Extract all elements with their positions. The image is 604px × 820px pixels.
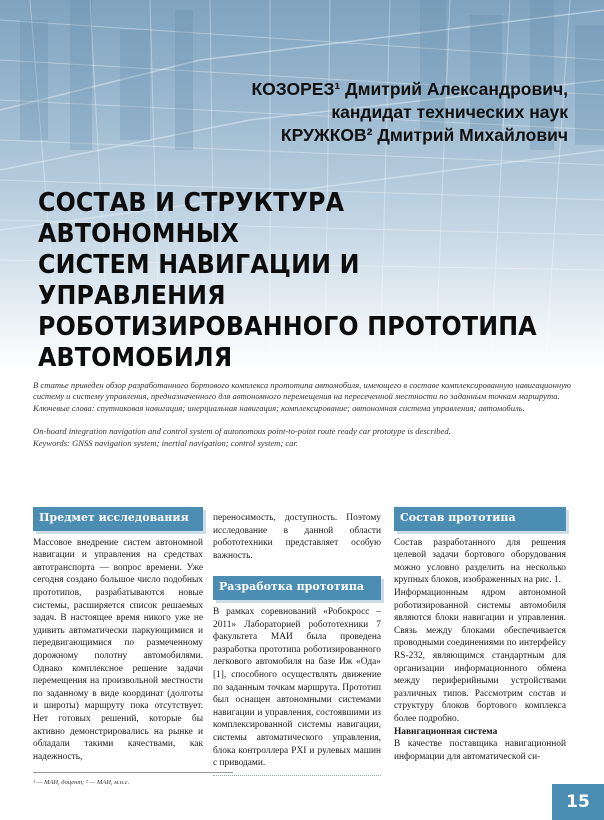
- column-3-text-2: Информационным ядром автономной роботизированной системы автомобиля являются блоки навигации и управления. Связь между блоками обеспечивается проводными соединениями по интерфейсу RS-232, являющимся стандартным для организации информационного обмена между периферийными устройствами различных типов. Рассмотрим состав и структуру блоков бортового комплекса более подробно.: [394, 587, 566, 724]
- column-3: [394, 507, 566, 763]
- section-heading-development: Разработка прототипа: [213, 576, 381, 600]
- authors-block: [251, 78, 568, 147]
- footnote: ¹ — МАИ, доцент; ² — МАИ, м.н.с.: [33, 772, 233, 786]
- abstract-ru: В статье приведен обзор разработанного бортового комплекса прототипа автомобиля, имеющего в составе комплексированную навигационную систему и систему управления, предназначенного для автономного перемещения на пересеченной местности по заданным точкам маршрута.: [33, 380, 571, 402]
- article-title: СОСТАВ И СТРУКТУРА АВТОНОМНЫХ СИСТЕМ НАВИГАЦИИ И УПРАВЛЕНИЯ РОБОТИЗИРОВАННОГО ПРОТОТИПА АВТОМОБИЛЯ: [38, 188, 537, 373]
- keywords-ru: Ключевые слова: спутниковая навигация; инерциальная навигация; комплексирование; автономная система управления; автомобиль.: [33, 402, 525, 413]
- column-1-text: Массовое внедрение систем автономной навигации и управления на средствах автотранспорта — вопрос времени. Уже сегодня создано большое число подобных прототипов, разрабатываются новые системы, расширяется список решаемых задач. В настоящее время никого уже не удивить автоматически паркующимися и передвигающимися по размеченному дорожному полотну автомобилями. Однако комплексное решение задачи перемещения на произвольной местности по заданному в виде координат (долготы и широты) маршруту пока отсутствует. Нет готовых решений, которые бы активно демонстрировались на рынке и обладали такими качествами, как надежность,: [33, 537, 203, 762]
- column-3-text-3: В качестве поставщика навигационной информации для автоматической си-: [394, 739, 566, 762]
- author-1: КОЗОРЕЗ¹ Дмитрий Александрович,: [251, 79, 568, 99]
- abstract-en: On-board integration navigation and control system of autonomous point-to-point route ready car prototype is described.: [33, 426, 451, 437]
- page-number: 15: [552, 784, 604, 820]
- column-1: [33, 507, 203, 763]
- keywords-en: Keywords: GNSS navigation system; inertial navigation; control system; car.: [33, 437, 299, 448]
- column-2-text: В рамках соревнований «Робокросс – 2011» Лабораторией робототехники 7 факультета МАИ была проведена разработка прототипа роботизированного легкового автомобиля на базе Иж «Ода» [1], способного осуществлять движение по заданным точкам маршрута. Прототип был оснащен автономными системами навигации и управления, состоявшими из комплексированной системы навигации, системы автоматического управления, блока контроллера PXI и рулевых машин с приводами.: [213, 606, 381, 769]
- column-3-text-1: Состав разработанного для решения целевой задачи бортового оборудования можно условно разделить на несколько крупных блоков, изображенных на рис. 1.: [394, 537, 566, 586]
- column-2-text-top: переносимость, доступность. Поэтому исследование в данной области робототехники представляет особую важность.: [213, 513, 381, 561]
- author-2: КРУЖКОВ² Дмитрий Михайлович: [280, 125, 568, 145]
- abstract: [33, 380, 571, 449]
- section-heading-subject: Предмет исследования: [33, 507, 203, 531]
- column-divider: [213, 775, 381, 776]
- section-heading-composition: Состав прототипа: [394, 507, 566, 531]
- author-1-degree: кандидат технических наук: [331, 102, 568, 122]
- subheading-navigation: Навигационная система: [394, 726, 498, 737]
- column-2: [213, 512, 381, 770]
